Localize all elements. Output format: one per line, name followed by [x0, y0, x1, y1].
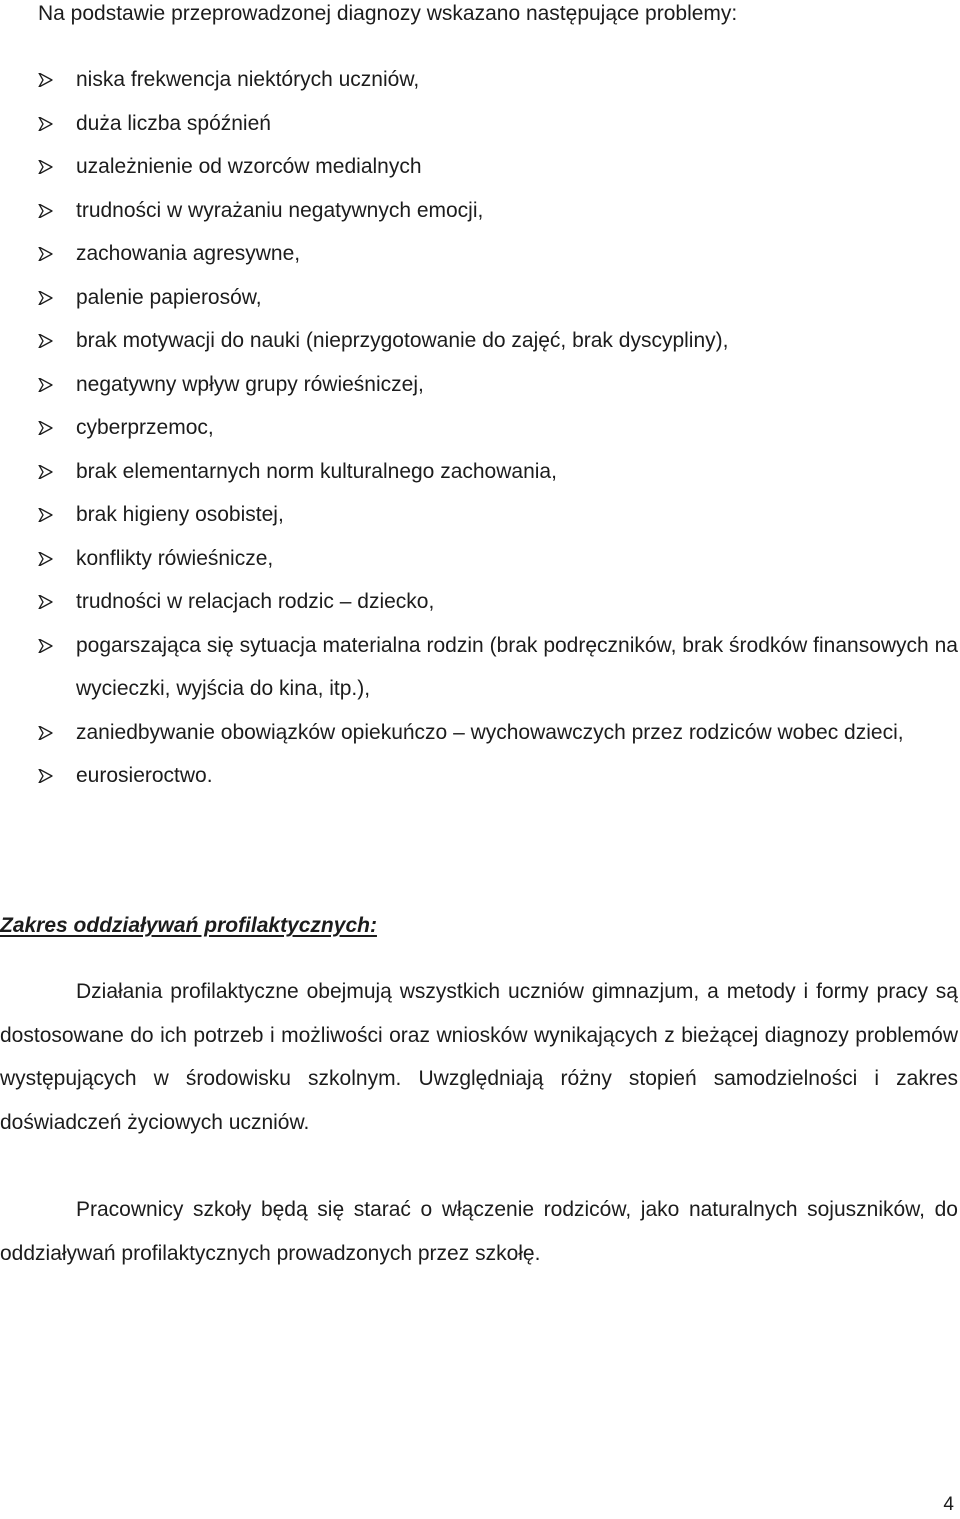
arrow-bullet-icon — [38, 639, 53, 653]
problem-item-text: brak motywacji do nauki (nieprzygotowanie do zajęć, brak dyscypliny), — [76, 329, 729, 352]
problem-item — [0, 537, 958, 581]
problem-item-text: negatywny wpływ grupy rówieśniczej, — [76, 372, 424, 396]
arrow-bullet-icon — [38, 508, 53, 522]
problem-item-text: konflikty rówieśnicze, — [76, 546, 274, 570]
paragraph-1: Działania profilaktyczne obejmują wszystkich uczniów gimnazjum, a metody i formy pracy są dostosowane do ich potrzeb i możliwości oraz wniosków wynikających z bieżącej diagnozy problemów występujących w środowisku szkolnym. Uwzględniają różny stopień samodzielności i zakres doświadczeń życiowych uczniów. — [0, 980, 958, 1134]
problem-item-text: trudności w wyrażaniu negatywnych emocji, — [76, 198, 484, 222]
problem-list — [0, 58, 958, 798]
problem-item-text: brak elementarnych norm kulturalnego zachowania, — [76, 459, 557, 483]
problem-item-text: zaniedbywanie obowiązków opiekuńczo – wychowawczych przez rodziców wobec dzieci, — [76, 720, 904, 744]
section-heading: Zakres oddziaływań profilaktycznych: — [0, 914, 377, 937]
problem-item — [0, 145, 958, 189]
paragraph-2: Pracownicy szkoły będą się starać o włączenie rodziców, jako naturalnych sojuszników, do oddziaływań profilaktycznych prowadzonych przez szkołę. — [0, 1198, 958, 1265]
problem-item — [0, 58, 958, 102]
problem-item — [0, 276, 958, 320]
arrow-bullet-icon — [38, 160, 53, 174]
problem-item-text: uzależnienie od wzorców medialnych — [76, 155, 422, 178]
arrow-bullet-icon — [38, 552, 53, 566]
arrow-bullet-icon — [38, 334, 53, 348]
page-number: 4 — [943, 1494, 954, 1515]
problem-item-text: zachowania agresywne, — [76, 242, 301, 265]
problem-item — [0, 232, 958, 276]
problem-item-text: trudności w relacjach rodzic – dziecko, — [76, 590, 435, 613]
arrow-bullet-icon — [38, 421, 53, 435]
arrow-bullet-icon — [38, 204, 53, 218]
problem-item — [0, 406, 958, 450]
problem-item-text: eurosieroctwo. — [76, 764, 213, 787]
problem-item-text: brak higieny osobistej, — [76, 503, 284, 526]
arrow-bullet-icon — [38, 247, 53, 261]
problem-item — [0, 102, 958, 146]
problem-item — [0, 711, 958, 755]
arrow-bullet-icon — [38, 291, 53, 305]
arrow-bullet-icon — [38, 769, 53, 783]
problem-item-text: niska frekwencja niektórych uczniów, — [76, 68, 420, 91]
intro-text: Na podstawie przeprowadzonej diagnozy wskazano następujące problemy: — [38, 2, 738, 25]
problem-item-text: cyberprzemoc, — [76, 416, 214, 439]
problem-item — [0, 363, 958, 407]
problem-item — [0, 450, 958, 494]
problem-item — [0, 754, 958, 798]
arrow-bullet-icon — [38, 117, 53, 131]
problem-item — [0, 189, 958, 233]
problem-item-text: palenie papierosów, — [76, 285, 262, 309]
arrow-bullet-icon — [38, 465, 53, 479]
arrow-bullet-icon — [38, 73, 53, 87]
problem-item — [0, 493, 958, 537]
problem-item-text: pogarszająca się sytuacja materialna rodzin (brak podręczników, brak środków finansowych na wycieczki, wyjścia do kina, itp.), — [76, 633, 958, 700]
problem-item-text: duża liczba spóźnień — [76, 111, 271, 135]
arrow-bullet-icon — [38, 378, 53, 392]
problem-item — [0, 624, 958, 711]
arrow-bullet-icon — [38, 595, 53, 609]
problem-item — [0, 580, 958, 624]
problem-item — [0, 319, 958, 363]
arrow-bullet-icon — [38, 726, 53, 740]
